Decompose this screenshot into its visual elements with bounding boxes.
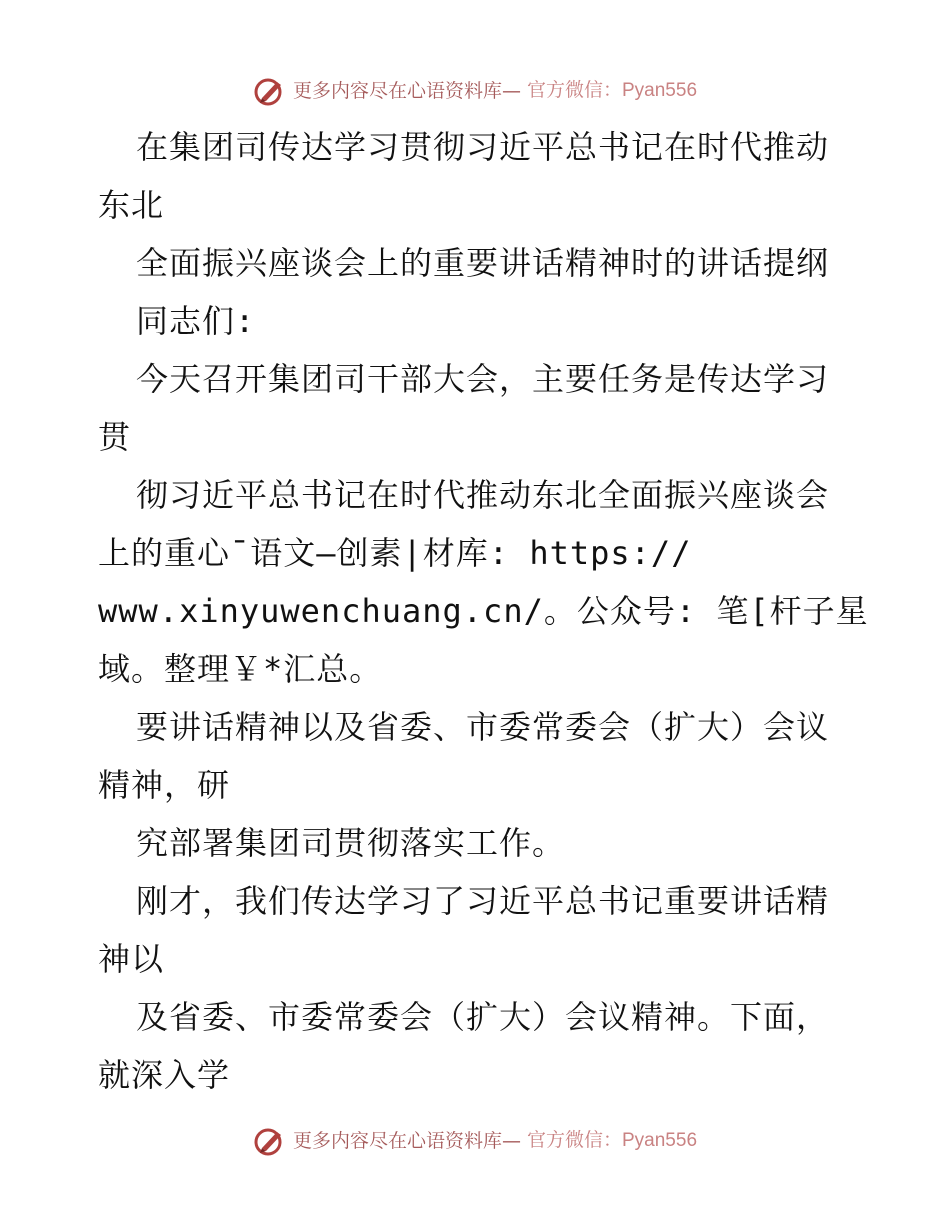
pen-logo-icon <box>253 76 287 106</box>
body-line: 贯 <box>98 418 132 456</box>
body-line: 域。整理￥*汇总。 <box>98 650 383 688</box>
body-line: 要讲话精神以及省委、市委常委会（扩大）会议 <box>136 708 830 746</box>
footer-banner <box>0 1126 950 1156</box>
body-line: 全面振兴座谈会上的重要讲话精神时的讲话提纲 <box>136 244 830 282</box>
body-line: 精神，研 <box>98 766 231 804</box>
body-line: 神以 <box>98 940 165 978</box>
body-line: 上的重心¯语文—创素|材库: https:// <box>98 534 692 572</box>
header-banner-wechat: 官方微信：Pyan556 <box>527 80 698 101</box>
body-line: 刚才，我们传达学习了习近平总书记重要讲话精 <box>136 882 830 920</box>
body-line: 彻习近平总书记在时代推动东北全面振兴座谈会 <box>136 476 830 514</box>
footer-banner-text: 更多内容尽在心语资料库— <box>292 1130 521 1152</box>
body-line: 同志们: <box>136 302 256 340</box>
header-banner-text: 更多内容尽在心语资料库— <box>292 80 521 102</box>
body-line: 及省委、市委常委会（扩大）会议精神。下面， <box>136 998 830 1036</box>
document-body <box>98 118 869 1104</box>
body-line: www.xinyuwenchuang.cn/。公众号: 笔[杆子星 <box>98 592 869 630</box>
body-line: 今天召开集团司干部大会，主要任务是传达学习 <box>136 360 830 398</box>
body-line: 东北 <box>98 186 165 224</box>
pen-logo-icon <box>253 1126 287 1156</box>
body-line: 究部署集团司贯彻落实工作。 <box>136 824 566 862</box>
body-line: 在集团司传达学习贯彻习近平总书记在时代推动 <box>136 128 830 166</box>
body-line: 就深入学 <box>98 1056 231 1094</box>
footer-banner-wechat: 官方微信：Pyan556 <box>527 1130 698 1151</box>
header-banner <box>0 76 950 106</box>
